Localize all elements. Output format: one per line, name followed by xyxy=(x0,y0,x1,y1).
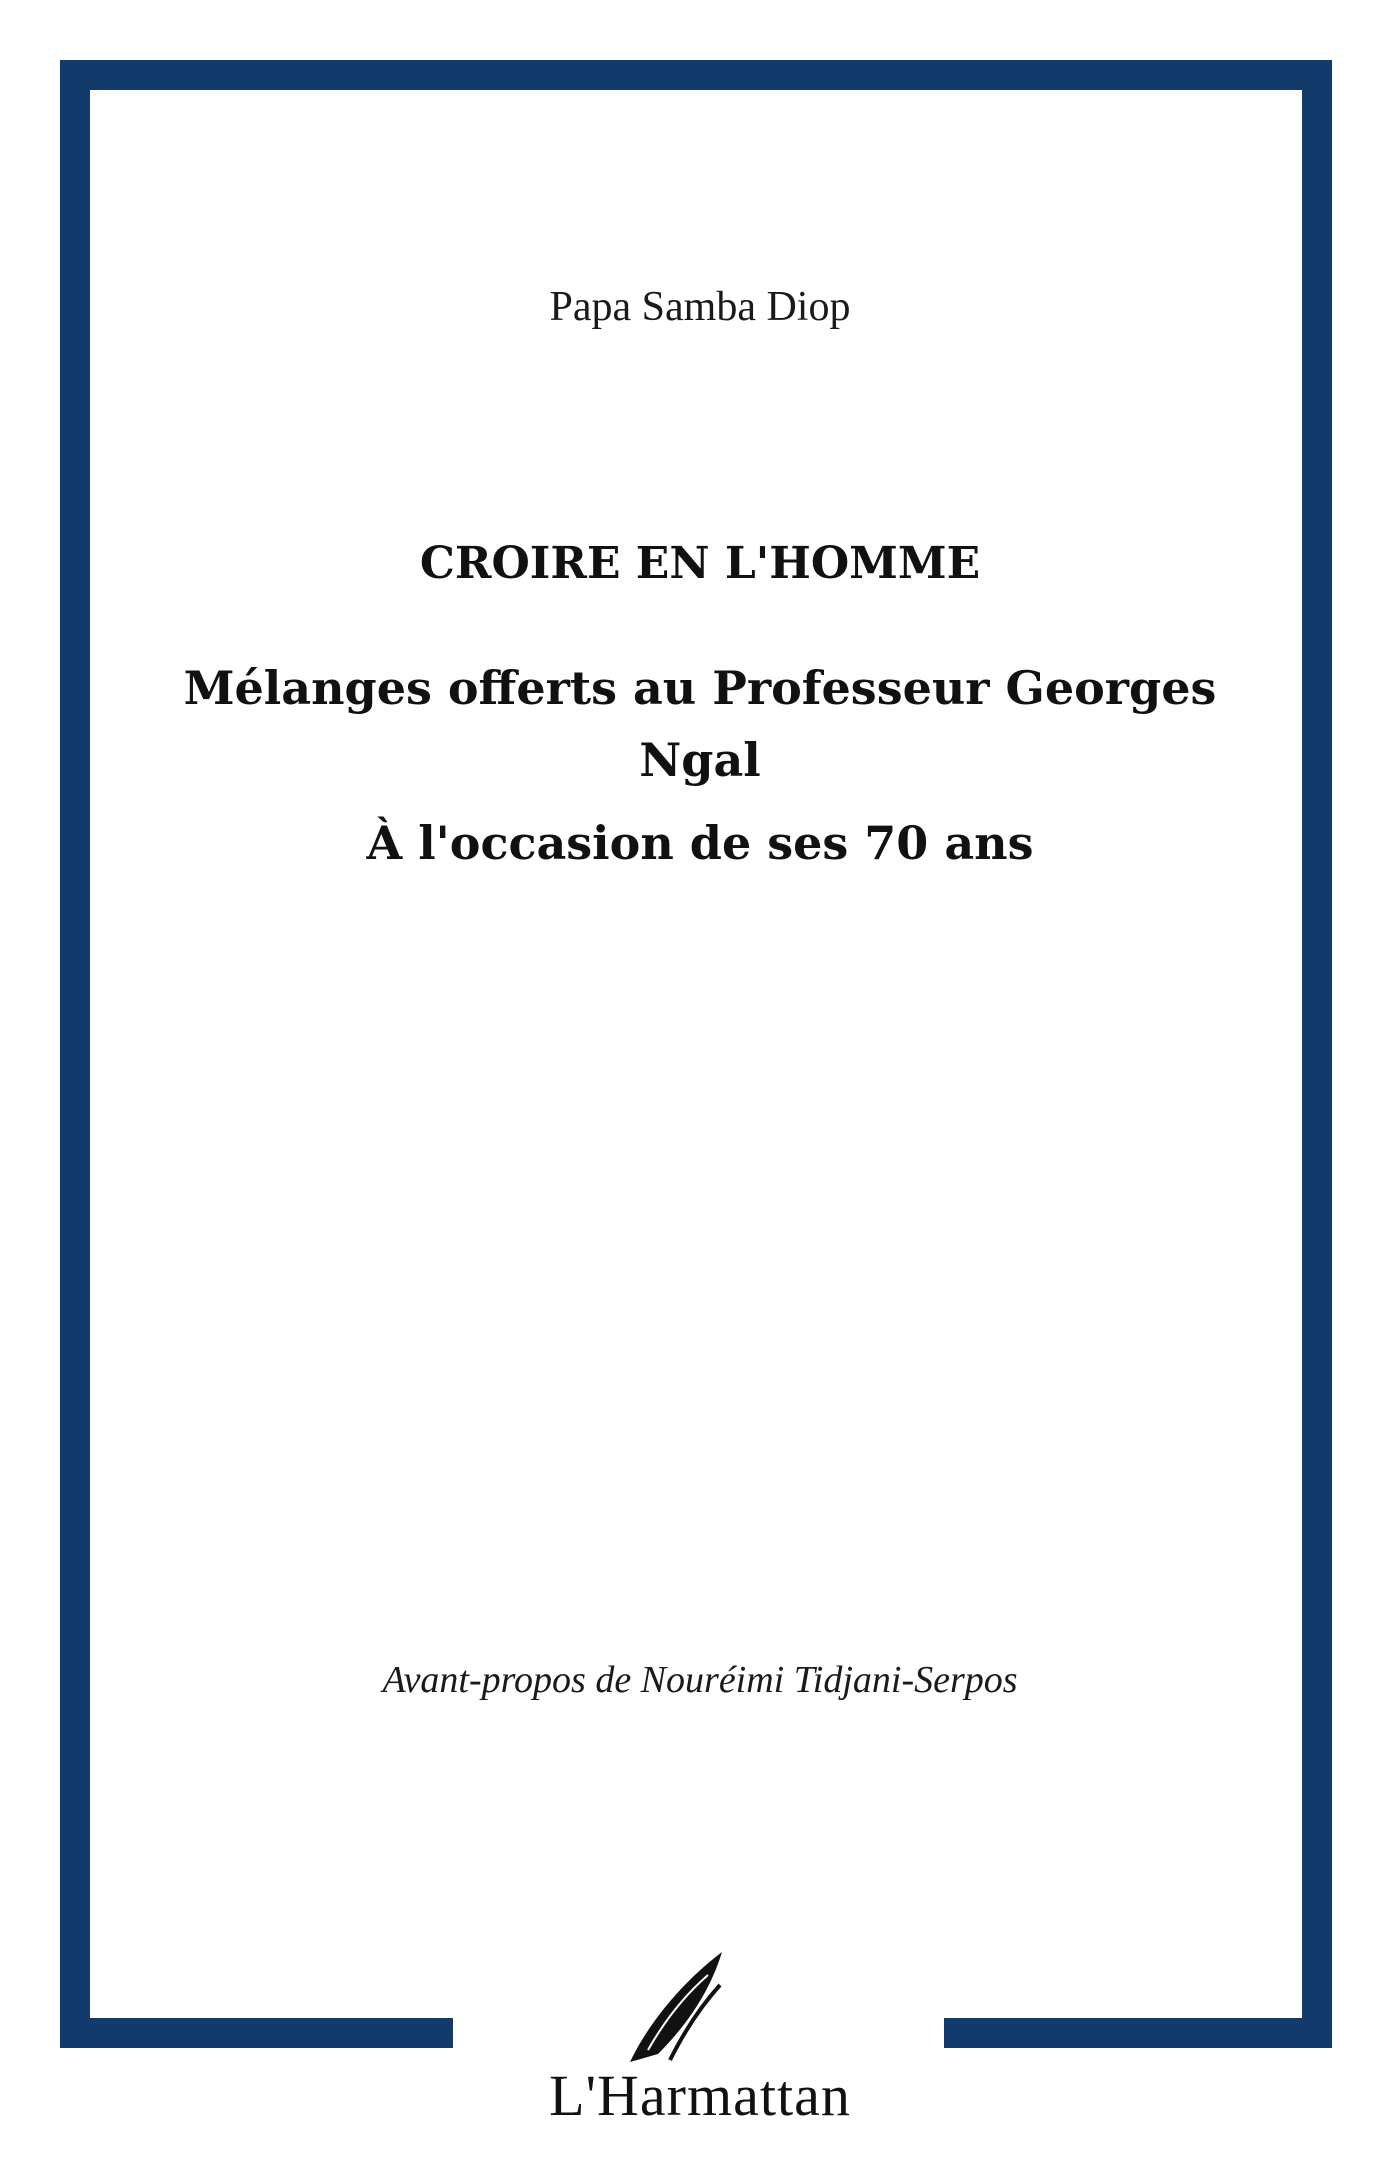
foreword-credit: Avant-propos de Nouréimi Tidjani-Serpos xyxy=(382,1659,1018,1701)
book-occasion: À l'occasion de ses 70 ans xyxy=(366,816,1034,870)
cover-frame xyxy=(60,60,1332,2048)
bottom-rule-right xyxy=(944,2018,1332,2048)
publisher-name: L'Harmattan xyxy=(549,2063,851,2128)
book-subtitle: Mélanges offerts au Professeur Georges Ngal xyxy=(183,661,1217,787)
author-name: Papa Samba Diop xyxy=(549,284,851,330)
quill-icon xyxy=(480,1950,930,2070)
book-title: CROIRE EN L'HOMME xyxy=(419,538,981,589)
bottom-rule-left xyxy=(60,2018,453,2048)
